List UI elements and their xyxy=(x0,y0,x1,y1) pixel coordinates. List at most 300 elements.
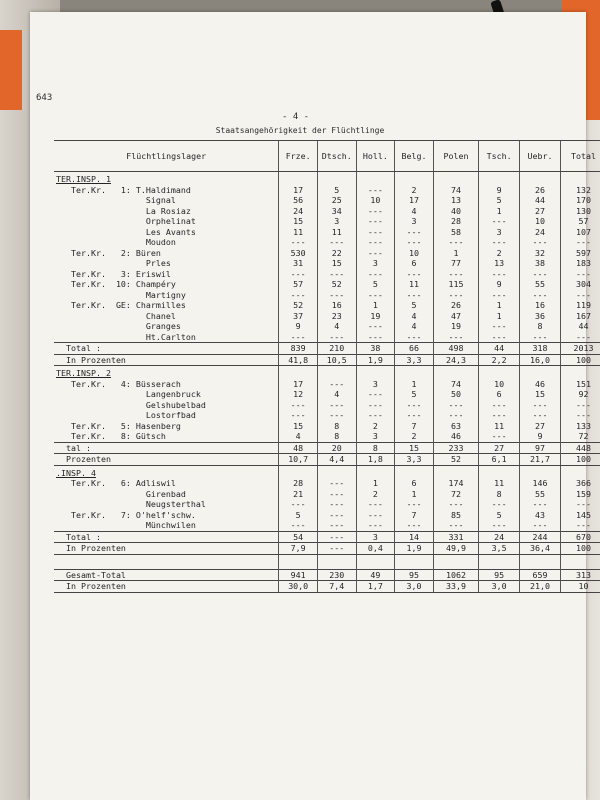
cell-value: 7,4 xyxy=(317,581,356,593)
header-uebr: Uebr. xyxy=(520,141,561,172)
empty-cell xyxy=(560,465,600,478)
cell-value: --- xyxy=(317,332,356,343)
table-title: Staatsangehörigkeit der Flüchtlinge xyxy=(215,126,385,135)
cell-value: 27 xyxy=(520,421,561,432)
cell-value: --- xyxy=(279,237,318,248)
cell-value: --- xyxy=(433,269,478,280)
cell-value: 11 xyxy=(479,478,520,489)
cell-value: 170 xyxy=(560,195,600,206)
cell-value: --- xyxy=(479,321,520,332)
cell-value: --- xyxy=(279,520,318,531)
cell-value: 25 xyxy=(317,195,356,206)
row-label: In Prozenten xyxy=(54,581,279,593)
row-label: In Prozenten xyxy=(54,354,279,366)
cell-value: 230 xyxy=(317,569,356,581)
cell-value: 100 xyxy=(560,354,600,366)
empty-cell xyxy=(54,554,279,569)
percent-row xyxy=(54,454,600,466)
cell-value: 4,4 xyxy=(317,454,356,466)
cell-value: 2 xyxy=(395,431,434,442)
cell-value: --- xyxy=(395,237,434,248)
camp-row xyxy=(54,195,600,206)
empty-cell xyxy=(433,366,478,379)
cell-value: 5 xyxy=(479,510,520,521)
cell-value: 1,8 xyxy=(356,454,395,466)
cell-value: 0,4 xyxy=(356,543,395,555)
cell-value: --- xyxy=(520,332,561,343)
cell-value: --- xyxy=(317,510,356,521)
cell-value: 1 xyxy=(479,311,520,322)
cell-value: --- xyxy=(560,499,600,510)
total-row xyxy=(54,442,600,454)
cell-value: 2 xyxy=(356,421,395,432)
row-label: Total : xyxy=(54,343,279,355)
camp-row xyxy=(54,216,600,227)
cell-value: 31 xyxy=(279,258,318,269)
cell-value: 13 xyxy=(479,258,520,269)
row-label: Ter.Kr. 1: T.Haldimand xyxy=(56,184,191,195)
cell-value: 3,5 xyxy=(479,543,520,555)
empty-cell xyxy=(395,366,434,379)
cell-value: --- xyxy=(433,520,478,531)
cell-value: 10,7 xyxy=(279,454,318,466)
total-row xyxy=(54,343,600,355)
section-label-cell xyxy=(54,465,279,478)
section-label: TER.INSP. 1 xyxy=(56,174,111,184)
cell-value: 95 xyxy=(479,569,520,581)
row-label: Neugsterthal xyxy=(56,499,206,509)
cell-value: --- xyxy=(356,510,395,521)
cell-value: 5 xyxy=(479,195,520,206)
cell-value: 4 xyxy=(395,321,434,332)
cell-value: --- xyxy=(520,410,561,421)
cell-value: --- xyxy=(356,389,395,400)
cell-value: 72 xyxy=(433,489,478,500)
cell-value: 3 xyxy=(395,216,434,227)
cell-value: 21,7 xyxy=(520,454,561,466)
cell-value: --- xyxy=(356,410,395,421)
section-heading xyxy=(54,172,600,185)
cell-value: 7,9 xyxy=(279,543,318,555)
cell-value: 183 xyxy=(560,258,600,269)
empty-cell xyxy=(433,554,478,569)
cell-value: 85 xyxy=(433,510,478,521)
cell-value: 33,9 xyxy=(433,581,478,593)
cell-value: 8 xyxy=(479,489,520,500)
camp-row xyxy=(54,321,600,332)
cell-value: 72 xyxy=(560,431,600,442)
row-label: Les Avants xyxy=(56,226,196,237)
row-label: In Prozenten xyxy=(54,543,279,555)
cell-value: --- xyxy=(479,216,520,227)
cell-value: 1,9 xyxy=(356,354,395,366)
cell-value: 7 xyxy=(395,510,434,521)
cell-value: 6 xyxy=(395,478,434,489)
orange-folder-left xyxy=(0,30,22,110)
grand-percent-row xyxy=(54,581,600,593)
cell-value: --- xyxy=(433,237,478,248)
cell-value: 167 xyxy=(560,311,600,322)
cell-value: 100 xyxy=(560,454,600,466)
cell-value: --- xyxy=(433,499,478,510)
header-row xyxy=(54,141,600,172)
cell-value: --- xyxy=(520,520,561,531)
cell-value: 38 xyxy=(520,258,561,269)
row-label: Gesamt-Total xyxy=(54,569,279,581)
cell-value: 1 xyxy=(479,206,520,217)
empty-cell xyxy=(560,366,600,379)
camp-row xyxy=(54,185,600,196)
cell-value: --- xyxy=(479,431,520,442)
cell-value: 40 xyxy=(433,206,478,217)
cell-value: 21 xyxy=(279,489,318,500)
cell-value: 210 xyxy=(317,343,356,355)
cell-value: 15 xyxy=(279,421,318,432)
row-label: tal : xyxy=(54,442,279,454)
cell-value: 95 xyxy=(395,569,434,581)
cell-value: 52 xyxy=(433,454,478,466)
cell-value: 28 xyxy=(279,478,318,489)
cell-value: 52 xyxy=(317,279,356,290)
cell-value: 12 xyxy=(279,389,318,400)
cell-value: --- xyxy=(317,290,356,301)
section-label-cell xyxy=(54,366,279,379)
cell-value: 8 xyxy=(317,431,356,442)
cell-value: 17 xyxy=(279,379,318,390)
cell-value: --- xyxy=(433,332,478,343)
cell-value: --- xyxy=(356,237,395,248)
cell-value: --- xyxy=(520,237,561,248)
cell-value: 16 xyxy=(317,300,356,311)
cell-value: --- xyxy=(317,543,356,555)
cell-value: 48 xyxy=(279,442,318,454)
cell-value: 66 xyxy=(395,343,434,355)
cell-value: 8 xyxy=(317,421,356,432)
cell-value: 92 xyxy=(560,389,600,400)
cell-value: 941 xyxy=(279,569,318,581)
cell-value: --- xyxy=(279,410,318,421)
row-label: Martigny xyxy=(56,289,186,300)
cell-value: 8 xyxy=(356,442,395,454)
empty-cell xyxy=(356,465,395,478)
cell-value: --- xyxy=(356,269,395,280)
camp-row xyxy=(54,237,600,248)
cell-value: --- xyxy=(560,332,600,343)
row-label: La Rosiaz xyxy=(56,205,191,216)
cell-value: 3,0 xyxy=(395,581,434,593)
camp-row xyxy=(54,227,600,238)
cell-value: 15 xyxy=(317,258,356,269)
empty-cell xyxy=(317,172,356,185)
row-label: Chanel xyxy=(56,310,176,321)
row-label: Ter.Kr. 2: Büren xyxy=(56,247,161,258)
cell-value: 9 xyxy=(479,185,520,196)
cell-value: --- xyxy=(479,499,520,510)
row-label: Prozenten xyxy=(54,454,279,466)
cell-value: 44 xyxy=(520,195,561,206)
header-belg: Belg. xyxy=(395,141,434,172)
empty-cell xyxy=(479,172,520,185)
cell-value: 36,4 xyxy=(520,543,561,555)
cell-value: --- xyxy=(560,520,600,531)
camp-row xyxy=(54,431,600,442)
cell-value: 74 xyxy=(433,379,478,390)
cell-value: --- xyxy=(317,410,356,421)
cell-value: 44 xyxy=(560,321,600,332)
cell-value: --- xyxy=(520,400,561,411)
cell-value: 97 xyxy=(520,442,561,454)
cell-value: --- xyxy=(356,499,395,510)
cell-value: 5 xyxy=(395,389,434,400)
section-label: .INSP. 4 xyxy=(56,467,96,478)
row-label: Orphelinat xyxy=(56,216,196,226)
row-label: Ter.Kr. 4: Büsserach xyxy=(56,378,181,389)
cell-value: 30,0 xyxy=(279,581,318,593)
row-label: Lostorfbad xyxy=(56,410,196,420)
cell-value: --- xyxy=(479,269,520,280)
percent-row xyxy=(54,354,600,366)
cell-value: --- xyxy=(479,332,520,343)
cell-value: --- xyxy=(317,489,356,500)
cell-value: 3 xyxy=(317,216,356,227)
cell-value: 24 xyxy=(520,227,561,238)
cell-value: --- xyxy=(479,410,520,421)
empty-cell xyxy=(560,172,600,185)
row-label: Ter.Kr. GE: Charmilles xyxy=(56,300,186,310)
empty-cell xyxy=(479,465,520,478)
cell-value: --- xyxy=(560,410,600,421)
cell-value: 15 xyxy=(395,442,434,454)
row-label: Granges xyxy=(56,321,181,331)
cell-value: 6,1 xyxy=(479,454,520,466)
cell-value: 21,0 xyxy=(520,581,561,593)
cell-value: 55 xyxy=(520,489,561,500)
cell-value: 366 xyxy=(560,478,600,489)
section-label: TER.INSP. 2 xyxy=(56,368,111,378)
cell-value: 597 xyxy=(560,248,600,259)
cell-value: 107 xyxy=(560,227,600,238)
page-number: - 4 - xyxy=(282,112,310,122)
cell-value: --- xyxy=(560,237,600,248)
cell-value: 1 xyxy=(433,248,478,259)
camp-row xyxy=(54,258,600,269)
empty-cell xyxy=(479,366,520,379)
cell-value: --- xyxy=(479,237,520,248)
cell-value: 313 xyxy=(560,569,600,581)
cell-value: 46 xyxy=(520,379,561,390)
cell-value: --- xyxy=(395,400,434,411)
empty-cell xyxy=(317,366,356,379)
cell-value: 10 xyxy=(395,248,434,259)
camp-row xyxy=(54,478,600,489)
cell-value: --- xyxy=(560,400,600,411)
cell-value: 28 xyxy=(433,216,478,227)
cell-value: 11 xyxy=(317,227,356,238)
cell-value: 5 xyxy=(356,279,395,290)
cell-value: 174 xyxy=(433,478,478,489)
empty-cell xyxy=(317,554,356,569)
cell-value: 5 xyxy=(279,510,318,521)
cell-value: 8 xyxy=(520,321,561,332)
cell-value: 27 xyxy=(479,442,520,454)
cell-value: 34 xyxy=(317,206,356,217)
cell-value: 4 xyxy=(317,321,356,332)
cell-value: --- xyxy=(560,269,600,280)
cell-value: --- xyxy=(279,499,318,510)
cell-value: 24 xyxy=(279,206,318,217)
cell-value: 46 xyxy=(433,431,478,442)
cell-value: 9 xyxy=(479,279,520,290)
cell-value: 37 xyxy=(279,311,318,322)
cell-value: 3,3 xyxy=(395,354,434,366)
cell-value: 145 xyxy=(560,510,600,521)
row-label: Ht.Carlton xyxy=(56,331,196,342)
empty-cell xyxy=(279,366,318,379)
camp-row xyxy=(54,269,600,280)
cell-value: 32 xyxy=(520,248,561,259)
row-label: Ter.Kr. 8: Gütsch xyxy=(56,431,166,441)
cell-value: 119 xyxy=(560,300,600,311)
cell-value: --- xyxy=(395,520,434,531)
cell-value: 1 xyxy=(395,489,434,500)
cell-value: 44 xyxy=(479,343,520,355)
cell-value: 11 xyxy=(479,421,520,432)
header-polen: Polen xyxy=(433,141,478,172)
cell-value: 15 xyxy=(520,389,561,400)
cell-value: 130 xyxy=(560,206,600,217)
cell-value: --- xyxy=(279,290,318,301)
cell-value: --- xyxy=(395,410,434,421)
cell-value: 3 xyxy=(356,431,395,442)
cell-value: 49,9 xyxy=(433,543,478,555)
header-frze: Frze. xyxy=(279,141,318,172)
cell-value: 318 xyxy=(520,343,561,355)
cell-value: 498 xyxy=(433,343,478,355)
cell-value: 14 xyxy=(395,531,434,543)
cell-value: --- xyxy=(356,185,395,196)
cell-value: 3 xyxy=(479,227,520,238)
empty-cell xyxy=(560,554,600,569)
cell-value: 41,8 xyxy=(279,354,318,366)
cell-value: --- xyxy=(395,227,434,238)
camp-row xyxy=(54,300,600,311)
cell-value: 146 xyxy=(520,478,561,489)
section-heading xyxy=(54,366,600,379)
camp-row xyxy=(54,400,600,411)
cell-value: --- xyxy=(479,520,520,531)
cell-value: --- xyxy=(317,400,356,411)
empty-cell xyxy=(356,554,395,569)
cell-value: 16 xyxy=(520,300,561,311)
cell-value: 11 xyxy=(395,279,434,290)
cell-value: 839 xyxy=(279,343,318,355)
cell-value: 115 xyxy=(433,279,478,290)
cell-value: 3 xyxy=(356,379,395,390)
row-label: Ter.Kr. 6: Adliswil xyxy=(56,478,176,488)
row-label: Total : xyxy=(54,531,279,543)
cell-value: 670 xyxy=(560,531,600,543)
row-label: Prles xyxy=(56,258,171,268)
cell-value: --- xyxy=(395,499,434,510)
cell-value: --- xyxy=(356,248,395,259)
camp-row xyxy=(54,520,600,531)
cell-value: 57 xyxy=(279,279,318,290)
row-label: Ter.Kr. 5: Hasenberg xyxy=(56,420,181,431)
cell-value: 2 xyxy=(356,489,395,500)
cell-value: 43 xyxy=(520,510,561,521)
cell-value: 77 xyxy=(433,258,478,269)
cell-value: 2 xyxy=(395,185,434,196)
cell-value: 54 xyxy=(279,531,318,543)
cell-value: --- xyxy=(356,332,395,343)
cell-value: 49 xyxy=(356,569,395,581)
row-label: Ter.Kr. 10: Champéry xyxy=(56,279,176,289)
cell-value: --- xyxy=(356,290,395,301)
header-camp: Flüchtlingslager xyxy=(54,141,279,172)
row-label: Ter.Kr. 7: O'helf'schw. xyxy=(56,509,196,520)
cell-value: --- xyxy=(317,237,356,248)
cell-value: 55 xyxy=(520,279,561,290)
empty-cell xyxy=(520,554,561,569)
empty-cell xyxy=(356,366,395,379)
camp-row xyxy=(54,489,600,500)
empty-cell xyxy=(520,465,561,478)
cell-value: 1062 xyxy=(433,569,478,581)
cell-value: 1 xyxy=(356,300,395,311)
cell-value: 15 xyxy=(279,216,318,227)
cell-value: 10 xyxy=(479,379,520,390)
grand-total-row xyxy=(54,569,600,581)
cell-value: 23 xyxy=(317,311,356,322)
cell-value: --- xyxy=(479,290,520,301)
camp-row xyxy=(54,379,600,390)
empty-cell xyxy=(433,172,478,185)
cell-value: --- xyxy=(356,321,395,332)
cell-value: --- xyxy=(317,531,356,543)
camp-row xyxy=(54,311,600,322)
cell-value: 448 xyxy=(560,442,600,454)
row-label: Ter.Kr. 3: Eriswil xyxy=(56,268,171,279)
row-label: Langenbruck xyxy=(56,389,201,399)
cell-value: --- xyxy=(279,332,318,343)
cell-value: 530 xyxy=(279,248,318,259)
row-label: Girenbad xyxy=(56,488,186,499)
cell-value: 20 xyxy=(317,442,356,454)
empty-cell xyxy=(395,465,434,478)
empty-cell xyxy=(520,172,561,185)
cell-value: --- xyxy=(356,400,395,411)
cell-value: 5 xyxy=(317,185,356,196)
cell-value: 13 xyxy=(433,195,478,206)
cell-value: 233 xyxy=(433,442,478,454)
document-number: 643 xyxy=(36,93,53,103)
cell-value: --- xyxy=(395,290,434,301)
cell-value: 50 xyxy=(433,389,478,400)
cell-value: --- xyxy=(520,499,561,510)
cell-value: 58 xyxy=(433,227,478,238)
cell-value: 11 xyxy=(279,227,318,238)
cell-value: 4 xyxy=(317,389,356,400)
cell-value: 3,3 xyxy=(395,454,434,466)
camp-row xyxy=(54,206,600,217)
cell-value: 9 xyxy=(279,321,318,332)
camp-row xyxy=(54,510,600,521)
cell-value: 10,5 xyxy=(317,354,356,366)
cell-value: 1 xyxy=(356,478,395,489)
cell-value: --- xyxy=(317,269,356,280)
cell-value: 9 xyxy=(520,431,561,442)
cell-value: 56 xyxy=(279,195,318,206)
